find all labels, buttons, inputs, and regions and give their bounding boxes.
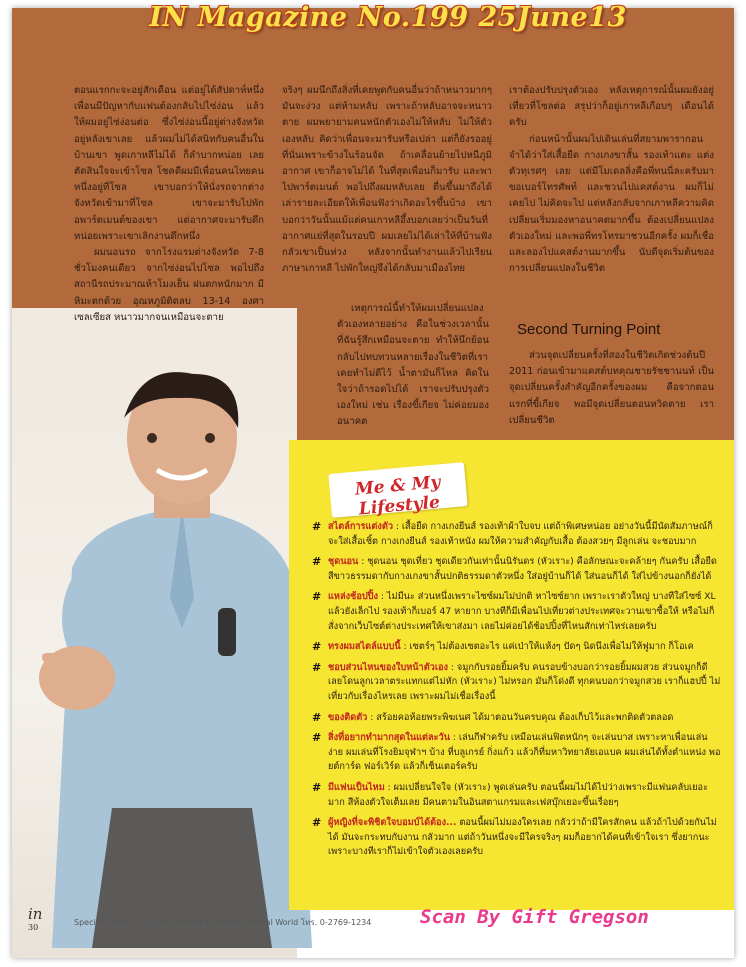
hash-bullet-icon: # [312,590,322,604]
item-text: ตอนนี้ผมไม่มองใครเลย กลัวว่าถ้ามีใครสักคน แล้วถ้าไปด้วยกันไม่ได้ มันจะกระทบกับงาน กลัวมาก แต่ถ้าวันหนึ่งจะมีใครจริงๆ ผมก็อยากได้คนที่เข้าใจเรา ซึ่งยากนะ เพราะบางทีเราก็ไม่เข้าใจตัวเองเลยครับ [328,817,717,858]
item-label: ของติดตัว [328,711,368,723]
item-label: แหล่งช้อปปิ้ง [328,591,378,603]
hash-bullet-icon: # [312,780,322,794]
lifestyle-list [312,520,722,866]
item-label: ทรงผมสไตล์แบบนี้ [328,641,401,653]
item-label: สไตล์การแต่งตัว [328,521,393,532]
item-text: : สร้อยคอห้อยพระพิฆเนศ ได้มาตอนวันครบคุณ ต้องเก็บไว้และพกติดตัวตลอด [367,711,674,723]
article-paragraph: ก่อนหน้านั้นผมไปเดินเล่นที่สยามพารากอน จำได้ว่าใส่เสื้อยืด กางเกงขาสั้น รองเท้าแตะ แต่งตัวทุเรศๆ เลย แต่มีโมเดลลิ่งคือพี่ทนนี่ละครับมาขอเบอร์โทรศัพท์ และชวนไปแคสต์งาน ผมก็ไม่เคยไป ไม่คิดจะไป แต่หลังกลับจากเกาหลีความคิดเปลี่ยนเริ่มมองหาอนาคตมากขึ้น ต้องเปลี่ยนแปลงตัวเองใหม่ และพอพี่ทรโทรมาชวนอีกครั้ง ผมก็เชื่อและลองไปแคสต์งานมากขึ้น นับดีจุดเริ่มต้นของการเปลี่ยนแปลงในชีวิต [509,133,714,275]
magazine-logo [28,905,58,934]
item-text: : ไม่มีนะ ส่วนหนึ่งเพราะไซซ์ผมไม่ปกติ หาไซซ์ยาก เพราะเราตัวใหญ่ บางทีใส่ไซซ์ XL แล้วยังเล็กไป รองเท้าก็เบอร์ 47 หายาก บางทีก็มีเพื่อนไปเที่ยวต่างประเทศจะวานเขาซื้อให้ หรือไม่ก็สั่งจากเว็บไซต์ต่างประเทศให้เขาส่งมา เลยไม่ค่อยได้ช้อปปิ้งที่ไหนสักเท่าไหร่เลยครับ [328,591,716,632]
hash-bullet-icon: # [312,555,322,569]
item-text: : ชุดนอน ชุดเที่ยว ชุดเดียวกันเท่านั้นนิรันดร (หัวเราะ) คือลักษณะจะคล้ายๆ กันครับ เสื้อยืดสีขาวธรรมดากับกางเกงขาสั้นปกติธรรมดาตัวหนึ่ง ใส่อยู่บ้านก็ได้ ใส่นอนก็ได้ ใส่ไปข้างนอกก็ยังได้ [328,556,717,582]
hash-bullet-icon: # [312,731,322,745]
hash-bullet-icon: # [312,660,322,674]
item-label: สิ่งที่อยากทำมากสุดในแต่ละวัน [328,732,450,744]
item-label: มีแฟนเป็นไหม [328,781,385,793]
list-item [312,590,722,634]
special-thanks: Special Thanks : โรงแรม Centara Grand at Central World โทร. 0-2769-1234 [74,918,372,927]
scan-credit: Scan By Gift Gregson [420,906,649,928]
list-item [312,555,722,584]
item-label: ชอบส่วนไหนของใบหน้าตัวเอง [328,661,448,673]
list-item [312,816,722,860]
page-number: 30 [28,923,39,932]
hash-bullet-icon: # [312,640,322,654]
list-item [312,781,722,810]
article-column-3 [509,83,714,277]
section-subheading: Second Turning Point [517,321,661,338]
item-text: : เสื้อยืด กางเกงยีนส์ รองเท้าผ้าใบจบ แต่ถ้าพิเศษหน่อย อย่างวันนี้มีนัดสัมภาษณ์ก็จะใส่เสื้อเชิ้ต กางเกงยีนส์ รองเท้าหนัง ผมให้ความสำคัญกับเสื้อ ต้องสวยๆ มีลูกเล่น จะชอบมาก [328,521,713,547]
item-text: : เล่นกีฬาครับ เหมือนเล่นฟิตหนักๆ จะเล่นบาส เพราะหาเพื่อนเล่นง่าย ผมเล่นที่โรงยิมจุฬาฯ บ้าง ที่บลูเกรย์ กิ่งแก้ว แล้วก็ที่มหาวิทยาลัยเอแบค ผมเล่นได้ทั้งตำแหน่ง พอยต์การ์ด ฟอร์เวิร์ด แล้วก็เซ็นเตอร์ครับ [328,732,721,773]
item-label: ชุดนอน [328,556,359,568]
article-paragraph: เราต้องปรับปรุงตัวเอง หลังเหตุการณ์นั้นผมยังอยู่เที่ยวที่โซลต่อ สรุปว่าก็อยู่เกาหลีเกือบๆ เดือนได้ครับ [509,85,714,129]
hash-bullet-icon: # [312,520,322,533]
article-column-2 [282,83,492,277]
article-paragraph: จริงๆ ผมนึกถึงสิ่งที่เคยพูดกับคนอื่นว่าถ้าหนาวมากๆ มันจะง่วง แต่ห้ามหลับ เพราะถ้าหลับอาจจะหนาวตาย ผมพยายามคนหนักตัวเองไม่ให้หลับ ไม่ให้ตัวเองหลับ คิดว่าเพื่อนจะมารับหรือเปล่า แต่ก็ยังรออยู่ที่นั่นเพราะข้างในร้อนจัด ถ้าเคลื่อนย้ายไปหนีภูมิอากาศ เขาก็อาจไม่ได้ ในที่สุดเพื่อนก็มารับ และพาไปพาร์ตเมนต์ พอไปถึงผมหลับเลย ตื่นขึ้นมาถึงได้เล่ารายละเอียดให้เพื่อนฟังว่าเกิดอะไรขึ้นบ้าง เขาบอกว่าวันนั้นแม้แต่คนเกาหลีอึ้งบอกเลยว่าเป็นวันที่อากาศแย่ที่สุดในรอบปี ผมเลยไม่ได้เล่าให้ที่บ้านฟัง กลัวเขาเป็นห่วง หลังจากนั้นทำงานแล้วไปเรียนภาษาเกาหลี ไปพักใหญ่จึงได้กลับมาเมืองไทย [282,85,492,275]
article-column-3-lower [509,348,714,429]
logo-text: in [28,905,43,923]
hash-bullet-icon: # [312,816,322,830]
model-photo [32,368,332,948]
list-item [312,711,722,726]
item-text: : ผมเปลี่ยนใจใจ (หัวเราะ) พูดเล่นครับ ตอนนี้ผมไม่ได้ไปว่างเพราะมีแฟนคลับเยอะมาก สีห้องตัวใจเต็มเลย มีคนตามในอินสตาแกรมและเฟสบุ๊กเยอะขึ้นเรื่อยๆ [328,781,709,808]
item-text: : เซตร์ๆ ไม่ต้องเซตอะไร แค่เป่าให้แห้งๆ ปัดๆ นิดนึงเพื่อไม่ให้ฟูมาก ก็โอเค [400,641,694,653]
list-item [312,661,722,705]
article-paragraph: ตอนแรกกะจะอยู่สักเดือน แต่อยู่ได้สัปดาห์หนึ่ง เพื่อนมีปัญหากับแฟนต้องกลับไปไซ่ง่อน แล้วให้ผมอยู่ไซ่ง่อนต่อ ซึ่งไซ่ง่อนนี้อยู่ต่างจังหวัด อยู่หลังเขาเลย แล้วผมไม่ได้สนิทกับคนอื่นในบ้านเขา พูดเกาหลีไม่ได้ ก็ลำบากหน่อย เลยตัดสินใจจะเข้าโซล โชคดีผมมีเพื่อนคนไทยคนหนึ่งอยู่ที่โซล เขาบอกว่าให้นั่งรถจากต่างจังหวัดเข้ามาที่โซล เขาจะมารับไปพักอพาร์ตเมนต์ของเขา แต่อากาศจะมารับดึกหน่อยเพราะเขาเลิกงานดึกหนึ่ง [74,85,264,242]
lifestyle-banner-title: Me & My Lifestyle [354,472,442,520]
item-text: : จมูกกับรอยยิ้มครับ คนรอบข้างบอกว่ารอยยิ้มผมสวย ส่วนจมูกก็ดี เลยโดนลูกเวลาตระแทกแต่ไม่หัก (หัวเราะ) ไม่หรอก มันก็โด่งดี ทุกคนบอกว่าจมูกสวย เราก็แฮปปี้ ไม่เที่ยวกับเรื่องไหรเลย เพราะผมไม่เชื่อเรื่องนี้ [328,661,721,702]
list-item [312,640,722,655]
page-title: IN Magazine No.199 25June13 [149,2,627,33]
list-item [312,520,722,549]
article-paragraph: ส่วนจุดเปลี่ยนครั้งที่สองในชีวิตเกิดช่วงต้นปี 2011 ก่อนเข้ามาแคสต์บทคุณชายรัชชานนท์ เป็นจุดเปลี่ยนครั้งสำคัญอีกครั้งของผม คือจากตอนแรกที่ขี้เกียจ พอมีจุดเปลี่ยนตอนหวิดตาย เราเปลี่ยนชีวิต [509,350,714,426]
article-column-1 [74,83,264,326]
hash-bullet-icon: # [312,710,322,724]
list-item [312,731,722,775]
article-paragraph: เหตุการณ์นี้ทำให้ผมเปลี่ยนแปลงตัวเองหลายอย่าง คือในช่วงเวลานั้นที่ฉันรู้สึกเหมือนจะตาย ทำให้นึกย้อนกลับไปทบทวนหลายเรื่องในชีวิตที่เราเคยทำไม่ดีไว้ น้ำตามันก็ไหล คิดในใจว่าถ้ารอดไปได้ เราจะปรับปรุงตัวเองใหม่ เช่น เรื่องขี้เกียจ ไม่ค่อยมองอนาคต [337,303,489,428]
article-paragraph: ผมนอนรถ จากโรงแรมต่างจังหวัด 7-8 ชั่วโมงคนเดียว จากไซ่ง่อนไปโซล พอไปถึงสถานีรถประมาณห้าโมงเย็น ฝนตกหนักมาก มีหิมะตกด้วย อุณหภูมิติดลบ 13-14 องศาเซลเซียส หนาวมากจนเหมือนจะตาย [74,247,264,323]
magazine-page [12,8,734,958]
item-label: ผู้หญิงที่จะพิชิตใจบอมบ์ได้ต้อง... [328,817,457,829]
article-column-2-lower [337,301,489,431]
